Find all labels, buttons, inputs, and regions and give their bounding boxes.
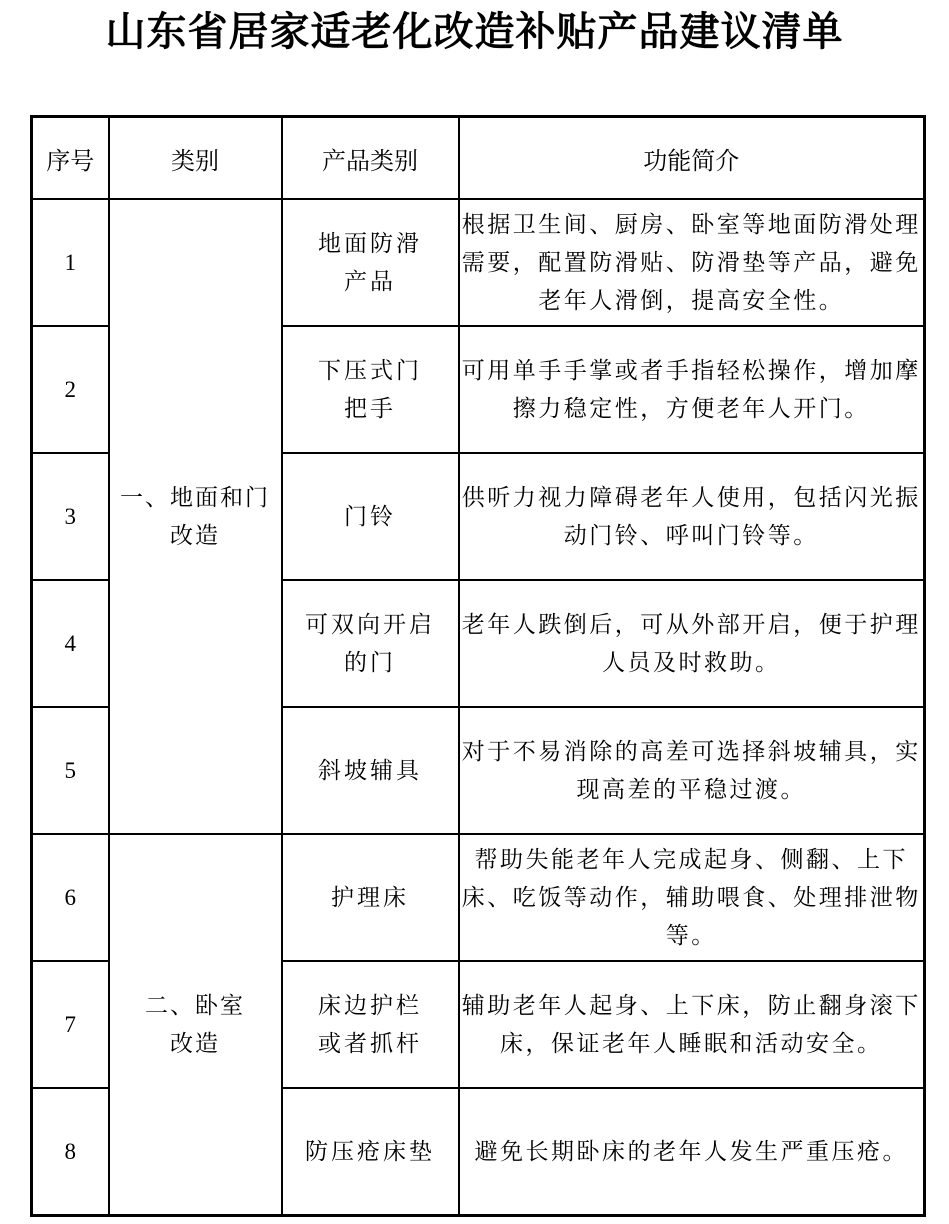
table-row xyxy=(32,199,925,326)
table-row xyxy=(32,834,925,961)
category-cell-floor-door xyxy=(109,199,282,834)
row-index: 6 xyxy=(32,834,109,961)
product-cell xyxy=(282,834,459,961)
product-label: 把手 xyxy=(344,395,396,422)
row-index: 8 xyxy=(32,1088,109,1216)
product-label: 斜坡辅具 xyxy=(318,757,422,784)
product-label: 的门 xyxy=(344,649,396,676)
product-label: 门铃 xyxy=(344,503,396,530)
row-index: 1 xyxy=(32,199,109,326)
row-index: 5 xyxy=(32,707,109,834)
header-product: 产品类别 xyxy=(282,117,459,200)
product-label: 护理床 xyxy=(331,884,409,911)
product-cell xyxy=(282,961,459,1088)
header-category: 类别 xyxy=(109,117,282,200)
document-title: 山东省居家适老化改造补贴产品建议清单 xyxy=(105,8,844,55)
category-cell-bedroom xyxy=(109,834,282,1216)
description-cell: 帮助失能老年人完成起身、侧翻、上下床、吃饭等动作，辅助喂食、处理排泄物等。 xyxy=(459,834,925,961)
description-cell: 根据卫生间、厨房、卧室等地面防滑处理需要，配置防滑贴、防滑垫等产品，避免老年人滑倒，提高安全性。 xyxy=(459,199,925,326)
category-label: 改造 xyxy=(170,522,220,549)
category-label: 二、卧室 xyxy=(145,992,245,1019)
product-cell xyxy=(282,453,459,580)
category-label: 一、地面和门 xyxy=(120,484,270,511)
header-description: 功能简介 xyxy=(459,117,925,200)
description-cell: 老年人跌倒后，可从外部开启，便于护理人员及时救助。 xyxy=(459,580,925,707)
header-row xyxy=(32,117,925,200)
category-label: 改造 xyxy=(170,1030,220,1057)
header-index: 序号 xyxy=(32,117,109,200)
row-index: 4 xyxy=(32,580,109,707)
product-cell xyxy=(282,326,459,453)
product-cell xyxy=(282,707,459,834)
description-cell: 避免长期卧床的老年人发生严重压疮。 xyxy=(459,1088,925,1216)
product-label: 或者抓杆 xyxy=(318,1030,422,1057)
product-label: 下压式门 xyxy=(318,357,422,384)
product-label: 产品 xyxy=(344,268,396,295)
row-index: 7 xyxy=(32,961,109,1088)
product-label: 可双向开启 xyxy=(305,611,435,638)
product-cell xyxy=(282,199,459,326)
description-cell: 可用单手手掌或者手指轻松操作，增加摩擦力稳定性，方便老年人开门。 xyxy=(459,326,925,453)
product-label: 地面防滑 xyxy=(318,230,422,257)
description-cell: 供听力视力障碍老年人使用，包括闪光振动门铃、呼叫门铃等。 xyxy=(459,453,925,580)
row-index: 2 xyxy=(32,326,109,453)
product-list-table xyxy=(30,115,926,1217)
description-cell: 对于不易消除的高差可选择斜坡辅具，实现高差的平稳过渡。 xyxy=(459,707,925,834)
description-cell: 辅助老年人起身、上下床，防止翻身滚下床，保证老年人睡眠和活动安全。 xyxy=(459,961,925,1088)
product-cell xyxy=(282,1088,459,1216)
product-label: 防压疮床垫 xyxy=(305,1138,435,1165)
product-label: 床边护栏 xyxy=(318,992,422,1019)
row-index: 3 xyxy=(32,453,109,580)
product-cell xyxy=(282,580,459,707)
